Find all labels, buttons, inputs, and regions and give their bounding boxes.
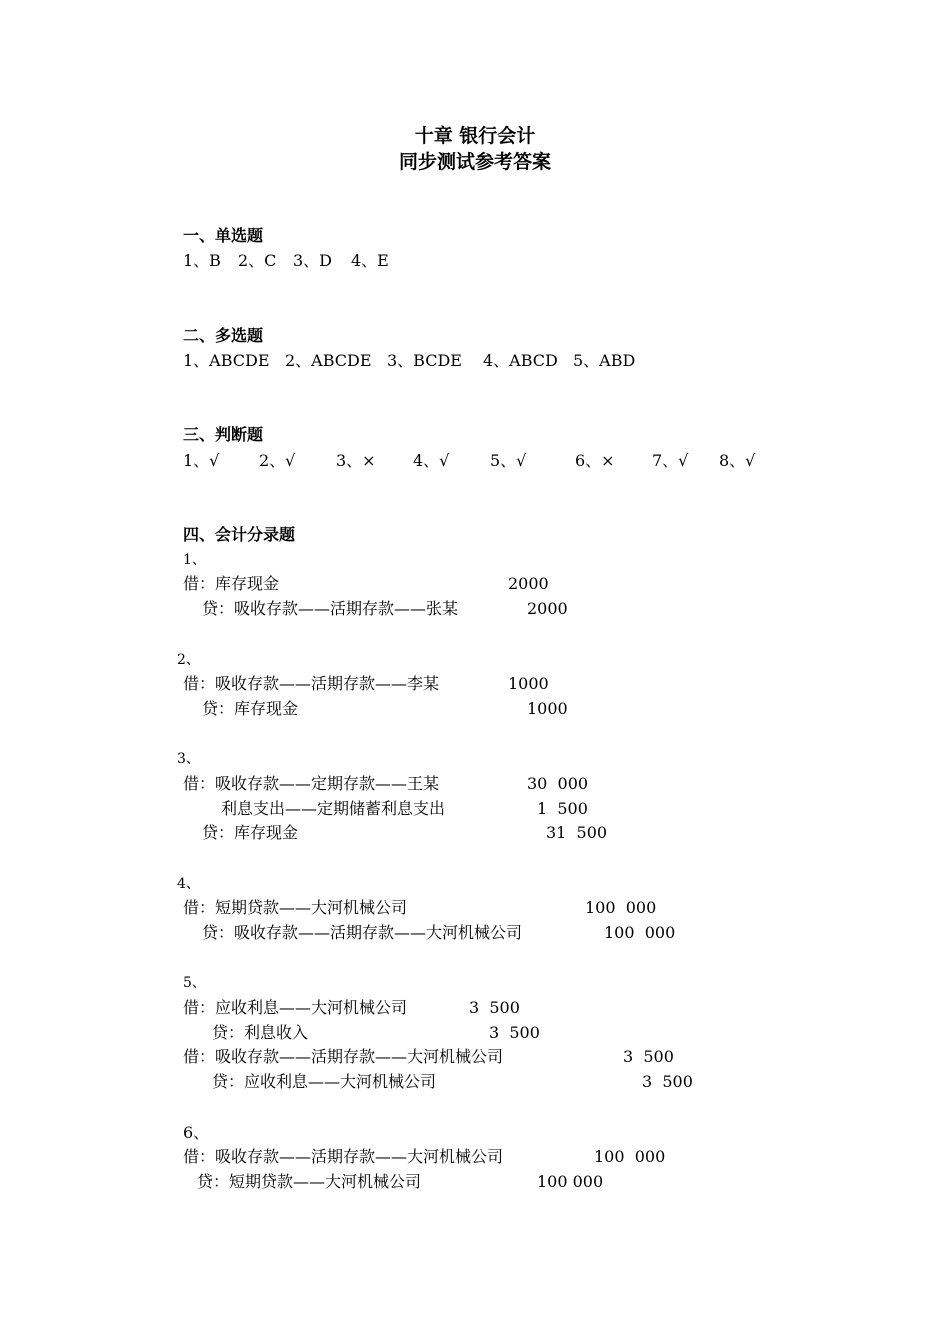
credit-line: 贷：吸收存款——活期存款——张某 (202, 599, 459, 618)
answer-item: 4、√ (413, 451, 450, 470)
debit-amount: 1 500 (537, 799, 588, 818)
entry-number: 5、 (183, 975, 206, 991)
answer-item: 6、× (575, 451, 615, 470)
debit-amount: 100 000 (594, 1147, 666, 1166)
debit-line: 借：吸收存款——定期存款——王某 (183, 774, 440, 793)
answer-item: 3、BCDE (387, 351, 462, 370)
answer-item: 5、ABD (573, 351, 636, 370)
answer-item: 2、ABCDE (285, 351, 372, 370)
debit-line: 借：吸收存款——活期存款——李某 (183, 674, 440, 693)
debit-amount: 100 000 (585, 898, 657, 917)
answer-item: 8、√ (719, 451, 756, 470)
credit-amount: 3 500 (642, 1072, 693, 1091)
entry-number: 1、 (183, 552, 206, 568)
answer-item: 3、D (293, 251, 333, 270)
credit-line: 贷：吸收存款——活期存款——大河机械公司 (202, 923, 523, 942)
section-heading-journal: 四、会计分录题 (183, 525, 296, 544)
entry-number: 2、 (177, 652, 200, 668)
credit-amount: 100 000 (604, 923, 676, 942)
credit-amount: 1000 (527, 699, 568, 718)
debit-amount: 3 500 (623, 1047, 674, 1066)
answer-item: 1、√ (183, 451, 220, 470)
answer-item: 1、ABCDE (183, 351, 270, 370)
entry-number: 3、 (177, 751, 200, 767)
credit-amount: 31 500 (546, 823, 608, 842)
debit-line: 利息支出——定期储蓄利息支出 (221, 799, 446, 818)
document-title: 十章 银行会计 (414, 125, 536, 147)
answer-item: 4、E (351, 251, 389, 270)
debit-amount: 1000 (508, 674, 549, 693)
section-heading-true-false: 三、判断题 (183, 425, 264, 444)
credit-line: 贷：库存现金 (202, 823, 299, 842)
answer-item: 4、ABCD (483, 351, 558, 370)
answer-item: 5、√ (490, 451, 527, 470)
answer-item: 2、C (238, 251, 277, 270)
entry-number: 4、 (177, 876, 200, 892)
answer-item: 1、B (183, 251, 221, 270)
debit-line: 借：应收利息——大河机械公司 (183, 998, 408, 1017)
section-heading-multi-choice: 二、多选题 (183, 326, 264, 345)
credit-line: 贷：库存现金 (202, 699, 299, 718)
answer-item: 3、× (336, 451, 376, 470)
debit-line: 借：吸收存款——活期存款——大河机械公司 (183, 1047, 504, 1066)
debit-amount: 2000 (508, 574, 549, 593)
debit-amount: 30 000 (527, 774, 589, 793)
credit-line: 贷：应收利息——大河机械公司 (212, 1072, 437, 1091)
document-subtitle: 同步测试参考答案 (398, 151, 551, 173)
debit-line: 借：短期贷款——大河机械公司 (183, 898, 408, 917)
debit-amount: 3 500 (469, 998, 520, 1017)
section-heading-single-choice: 一、单选题 (183, 226, 264, 245)
credit-amount: 100 000 (537, 1172, 604, 1191)
answer-item: 7、√ (652, 451, 689, 470)
credit-line: 贷：短期贷款——大河机械公司 (197, 1172, 422, 1191)
credit-amount: 2000 (527, 599, 568, 618)
entry-number: 6、 (183, 1123, 210, 1142)
answer-item: 2、√ (259, 451, 296, 470)
credit-line: 贷：利息收入 (212, 1023, 309, 1042)
debit-line: 借：吸收存款——活期存款——大河机械公司 (183, 1147, 504, 1166)
credit-amount: 3 500 (489, 1023, 540, 1042)
debit-line: 借：库存现金 (183, 574, 280, 593)
